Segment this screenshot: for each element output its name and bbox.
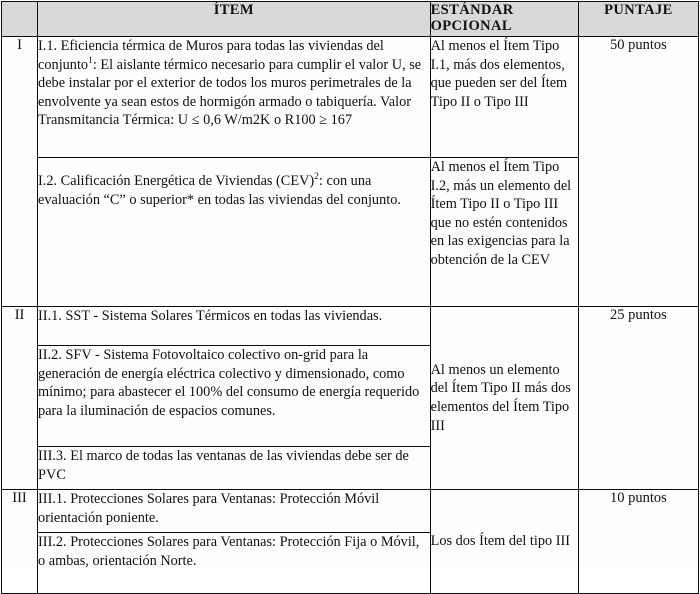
table-row: [2, 37, 699, 158]
item-text-i2b: : con una evaluación “C” o superior* en todas las viviendas del conjunto.: [38, 173, 401, 208]
item-footnote-marker-2: 2: [314, 172, 319, 183]
header-item: ÍTEM: [38, 2, 431, 37]
item-prefix-ii1: II.1.: [38, 308, 62, 324]
table-row: [2, 490, 699, 533]
item-prefix-ii2: II.2.: [38, 347, 62, 363]
item-text-ii3: El marco de todas las ventanas de las viviendas debe ser de PVC: [38, 448, 409, 483]
item-cell-iii1: [38, 490, 431, 533]
criteria-table: [1, 1, 699, 594]
item-prefix-i1: I.1.: [38, 38, 58, 54]
item-prefix-i2: I.2.: [38, 173, 58, 189]
item-text-i1b: : El aislante térmico necesario para cumplir el valor U, se debe instalar por el exterior de todos los muros perimetrales de la envolvente ya sean estos de hormigón armado o tabiquería. Valor Transmitancia Térmica: U ≤ 0,6 W/m2K o R100 ≥ 167: [38, 56, 422, 129]
item-footnote-marker-1: 1: [88, 55, 93, 66]
item-text-iii2: Protecciones Solares para Ventanas: Protección Fija o Móvil, o ambas, orientación Norte.: [38, 534, 420, 569]
item-cell-iii2: [38, 533, 431, 594]
header-standard: [430, 2, 578, 37]
item-cell-i2: [38, 158, 431, 307]
table-row: [2, 307, 699, 346]
header-score: PUNTAJE: [578, 2, 698, 37]
item-text-ii2: SFV - Sistema Fotovoltaico colectivo on-grid para la generación de energía eléctrica colectivo y dimensionado, como mínimo; para abastecer el 100% del consumo de energía requerido para la iluminación de espacios comunes.: [38, 347, 420, 419]
item-text-i1a: Eficiencia térmica de Muros para todas las viviendas del conjunto: [38, 38, 384, 73]
standard-cell-i1: Al menos el Ítem Tipo I.1, más dos elementos, que pueden ser del Ítem Tipo II o Tipo III: [430, 37, 578, 158]
item-text-ii1: SST - Sistema Solares Térmicos en todas las viviendas.: [61, 308, 383, 324]
table-body: [2, 37, 699, 594]
header-row: [2, 2, 699, 37]
document-page: [0, 1, 700, 568]
header-group: [2, 2, 38, 37]
item-cell-ii3: [38, 447, 431, 490]
header-standard-line1: ESTÁNDAR: [430, 2, 514, 18]
standard-cell-ii: Al menos un elemento del Ítem Tipo II más dos elementos del Ítem Tipo III: [430, 307, 578, 490]
item-prefix-ii3: III.3.: [38, 448, 67, 464]
item-text-i2a: Calificación Energética de Viviendas (CEV): [57, 173, 315, 189]
item-prefix-iii2: III.2.: [38, 534, 67, 550]
score-cell-ii: 25 puntos: [578, 307, 698, 490]
header-standard-line2: OPCIONAL: [430, 18, 512, 35]
item-cell-ii1: [38, 307, 431, 346]
group-label-ii: II: [2, 307, 38, 490]
table-header: [2, 2, 699, 37]
item-cell-ii2: [38, 346, 431, 447]
item-cell-i1: [38, 37, 431, 158]
item-text-iii1: Protecciones Solares para Ventanas: Protección Móvil orientación poniente.: [38, 491, 380, 526]
group-label-iii: III: [2, 490, 38, 594]
score-cell-iii: 10 puntos: [578, 490, 698, 594]
group-label-i: I: [2, 37, 38, 307]
standard-cell-iii: Los dos Ítem del tipo III: [430, 490, 578, 594]
score-cell-i: 50 puntos: [578, 37, 698, 307]
standard-cell-i2: Al menos el Ítem Tipo I.2, más un elemento del Ítem Tipo II o Tipo III que no estén contenidos en las exigencias para la obtención de la CEV: [430, 158, 578, 307]
item-prefix-iii1: III.1.: [38, 491, 67, 507]
